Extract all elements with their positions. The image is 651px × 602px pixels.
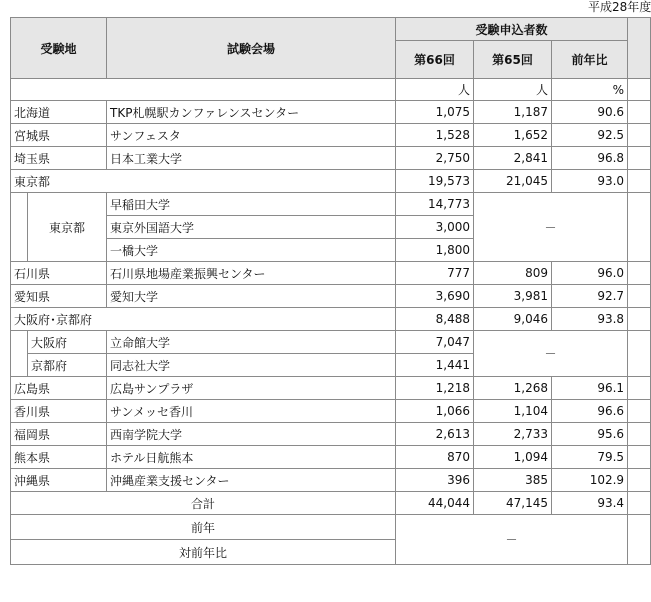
r65-cell: 2,733 [474,423,552,446]
table-row [11,101,651,124]
header-applicants: 受験申込者数 [396,18,628,41]
table-row [11,446,651,469]
region-cell: 東京都 [11,170,396,193]
r65-cell: 21,045 [474,170,552,193]
yoy-cell: 92.5 [552,124,628,147]
yoy-cell: 93.4 [552,492,628,515]
venue-cell: 日本工業大学 [107,147,396,170]
r65-cell: 9,046 [474,308,552,331]
header-round66: 第66回 [396,41,474,79]
header-yoy: 前年比 [552,41,628,79]
venue-cell: 立命館大学 [107,331,396,354]
r65-cell: 47,145 [474,492,552,515]
r65-cell: 1,187 [474,101,552,124]
venue-cell: 愛知大学 [107,285,396,308]
region-cell: 沖縄県 [11,469,107,492]
venue-cell: サンメッセ香川 [107,400,396,423]
yoy-cell: 93.0 [552,170,628,193]
table-row [11,400,651,423]
region-cell: 北海道 [11,101,107,124]
dash-cell: － [474,331,628,377]
venue-cell: 石川県地場産業振興センター [107,262,396,285]
table-row [11,469,651,492]
yoy-cell: 95.6 [552,423,628,446]
r65-cell: 1,094 [474,446,552,469]
r66-cell: 2,750 [396,147,474,170]
unit-people: 人 [474,79,552,101]
region-cell: 埼玉県 [11,147,107,170]
r66-cell: 1,066 [396,400,474,423]
vs-prev-label: 対前年比 [11,540,396,565]
region-cell: 石川県 [11,262,107,285]
r66-cell: 3,690 [396,285,474,308]
r65-cell: 3,981 [474,285,552,308]
r66-cell: 1,218 [396,377,474,400]
r66-cell: 1,075 [396,101,474,124]
unit-percent: % [552,79,628,101]
region-cell: 宮城県 [11,124,107,147]
header-round65: 第65回 [474,41,552,79]
venue-cell: 沖縄産業支援センター [107,469,396,492]
venue-cell: 早稲田大学 [107,193,396,216]
sub-region-cell: 京都府 [28,354,107,377]
dash-cell: － [396,515,628,565]
units-row [11,79,651,101]
table-row [11,147,651,170]
table-row-osaka-kyoto [11,308,651,331]
venue-cell: サンフェスタ [107,124,396,147]
table-row [11,262,651,285]
r66-cell: 396 [396,469,474,492]
venue-cell: 同志社大学 [107,354,396,377]
yoy-cell: 93.8 [552,308,628,331]
region-cell: 大阪府･京都府 [11,308,396,331]
r65-cell: 1,104 [474,400,552,423]
venue-cell: ホテル日航熊本 [107,446,396,469]
yoy-cell: 102.9 [552,469,628,492]
total-label: 合計 [11,492,396,515]
yoy-cell: 96.8 [552,147,628,170]
table-row [11,423,651,446]
r66-cell: 7,047 [396,331,474,354]
venue-cell: 広島サンプラザ [107,377,396,400]
sub-region-cell: 東京都 [28,193,107,262]
r65-cell: 1,652 [474,124,552,147]
table-row [11,331,651,354]
r65-cell: 1,268 [474,377,552,400]
header-venue: 試験会場 [107,18,396,79]
r66-cell: 8,488 [396,308,474,331]
venue-cell: 一橋大学 [107,239,396,262]
prev-year-row [11,515,651,540]
header-region: 受験地 [11,18,107,79]
r66-cell: 2,613 [396,423,474,446]
r66-cell: 44,044 [396,492,474,515]
r65-cell: 2,841 [474,147,552,170]
table-row [11,285,651,308]
venue-cell: 東京外国語大学 [107,216,396,239]
sub-region-cell: 大阪府 [28,331,107,354]
region-cell: 福岡県 [11,423,107,446]
yoy-cell: 92.7 [552,285,628,308]
date-label: 平成28年度 [588,0,651,14]
r65-cell: 385 [474,469,552,492]
yoy-cell: 79.5 [552,446,628,469]
venue-cell: 西南学院大学 [107,423,396,446]
r66-cell: 1,441 [396,354,474,377]
table-row [11,124,651,147]
region-cell: 熊本県 [11,446,107,469]
venue-cell: TKP札幌駅カンファレンスセンター [107,101,396,124]
r66-cell: 870 [396,446,474,469]
total-row [11,492,651,515]
yoy-cell: 90.6 [552,101,628,124]
dash-cell: － [474,193,628,262]
applicants-table [10,17,651,565]
r65-cell: 809 [474,262,552,285]
region-cell: 広島県 [11,377,107,400]
r66-cell: 777 [396,262,474,285]
yoy-cell: 96.1 [552,377,628,400]
r66-cell: 1,800 [396,239,474,262]
table-row-tokyo [11,170,651,193]
table-row [11,193,651,216]
unit-people: 人 [396,79,474,101]
yoy-cell: 96.0 [552,262,628,285]
region-cell: 愛知県 [11,285,107,308]
header-extra [628,18,651,79]
table-row [11,377,651,400]
yoy-cell: 96.6 [552,400,628,423]
r66-cell: 19,573 [396,170,474,193]
r66-cell: 14,773 [396,193,474,216]
r66-cell: 3,000 [396,216,474,239]
region-cell: 香川県 [11,400,107,423]
r66-cell: 1,528 [396,124,474,147]
prev-year-label: 前年 [11,515,396,540]
